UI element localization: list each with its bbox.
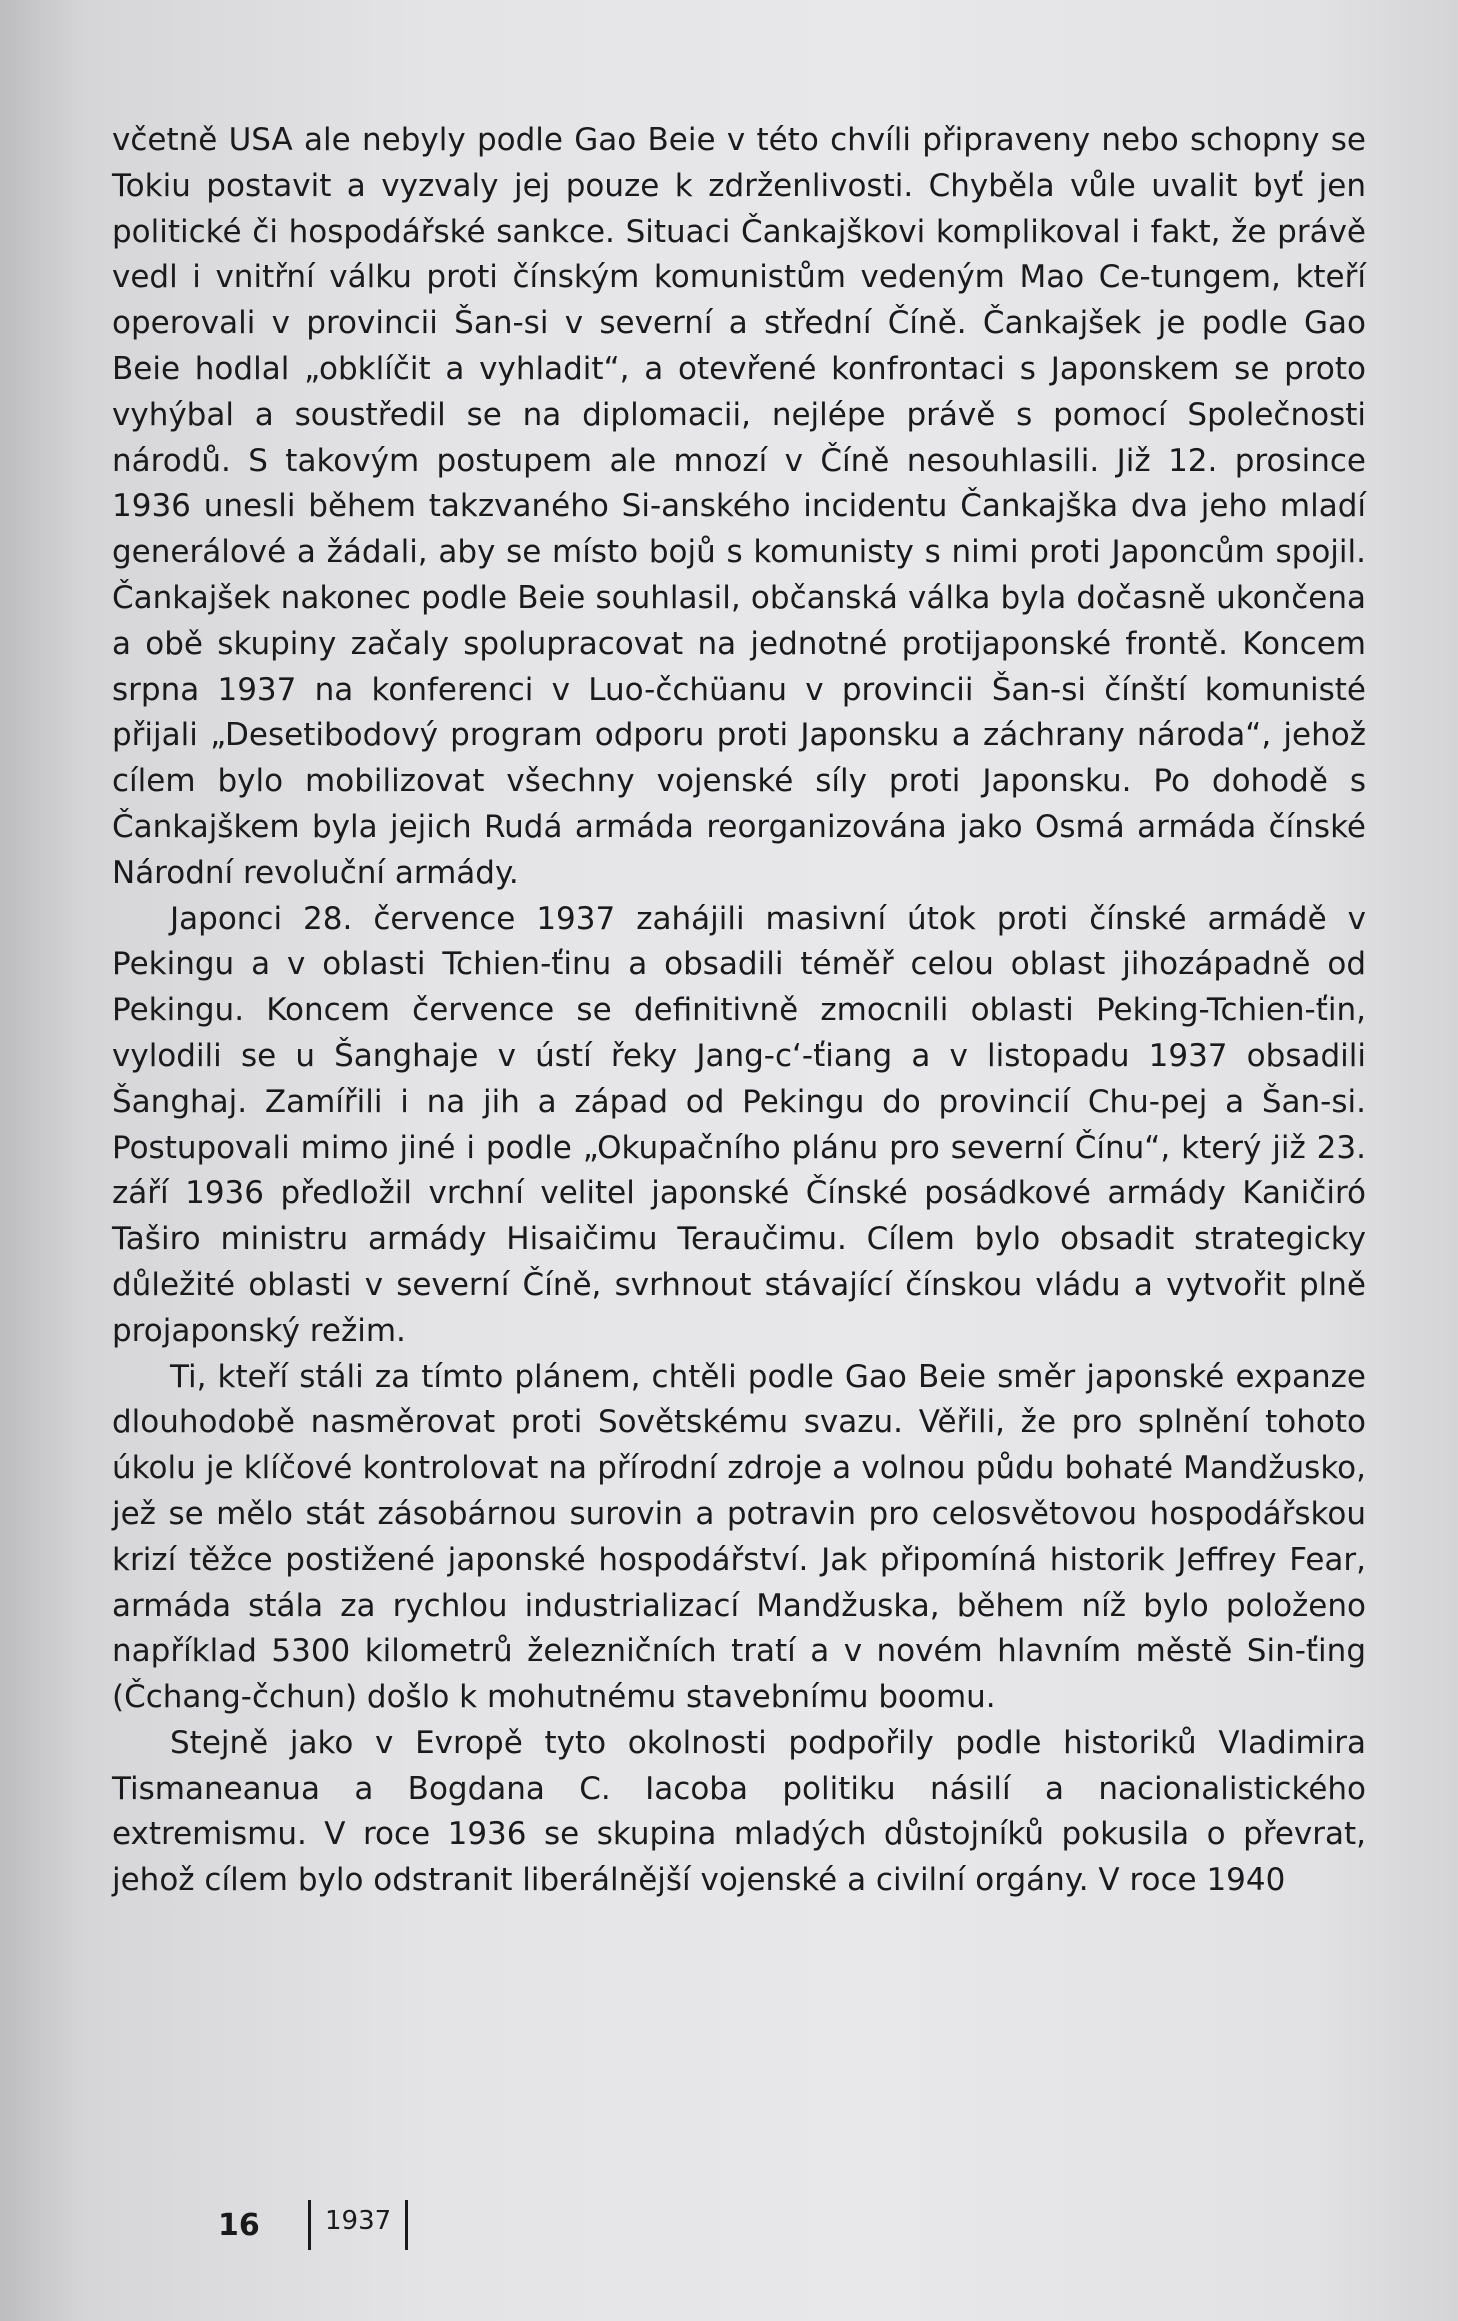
paragraph-2: Japonci 28. července 1937 zahájili masivní útok proti čínské armádě v Pekingu a v oblasti Tchien-ťinu a obsadili téměř celou oblast jihozápadně od Pekingu. Koncem července se definitivně zmocnili oblasti Peking-Tchien-ťin, vylodili se u Šanghaje v ústí řeky Jang-c‘-ťiang a v listopadu 1937 obsadili Šanghaj. Zamířili i na jih a západ od Pekingu do provincií Chu-pej a Šan-si. Postupovali mimo jiné i podle „Okupačního plánu pro severní Čínu“, který již 23. září 1936 předložil vrchní velitel japonské Čínské posádkové armády Kaničiró Taširo ministru armády Hisaičimu Teraučimu. Cílem bylo obsadit strategicky důležité oblasti v severní Číně, svrhnout stávající čínskou vládu a vytvořit plně projaponský režim. <box>112 900 1366 1349</box>
paragraph-1: včetně USA ale nebyly podle Gao Beie v této chvíli připraveny nebo schopny se Tokiu postavit a vyzvaly jej pouze k zdrženlivosti. Chyběla vůle uvalit byť jen politické či hospodářské sankce. Situaci Čankajškovi komplikoval i fakt, že právě vedl i vnitřní válku proti čínským komunistům vedeným Mao Ce-tungem, kteří operovali v provincii Šan-si v severní a střední Číně. Čankajšek je podle Gao Beie hodlal „obklíčit a vyhladit“, a otevřené konfrontaci s Japonskem se proto vyhýbal a soustředil se na diplomacii, nejlépe právě s pomocí Společnosti národů. S takovým postupem ale mnozí v Číně nesouhlasili. Již 12. prosince 1936 unesli během takzvaného Si-anského incidentu Čankajška dva jeho mladí generálové a žádali, aby se místo bojů s komunisty s nimi proti Japoncům spojil. Čankajšek nakonec podle Beie souhlasil, občanská válka byla dočasně ukončena a obě skupiny začaly spolupracovat na jednotné protijaponské frontě. Koncem srpna 1937 na konferenci v Luo-čchüanu v provincii Šan-si čínští komunisté přijali „Desetibodový program odporu proti Japonsku a záchrany národa“, jehož cílem bylo mobilizovat všechny vojenské síly proti Japonsku. Po dohodě s Čankajškem byla jejich Rudá armáda reorganizována jako Osmá armáda čínské Národní revoluční armády. <box>112 122 1366 891</box>
footer-divider-right <box>405 2200 408 2250</box>
page-number: 16 <box>218 2207 260 2243</box>
page-footer <box>218 2200 408 2250</box>
paragraph-4: Stejně jako v Evropě tyto okolnosti podpořily podle historiků Vladimira Tismaneanua a Bogdana C. Iacoba politiku násilí a nacionalistického extremismu. V roce 1936 se skupina mladých důstojníků pokusila o převrat, jehož cílem bylo odstranit liberálnější vojenské a civilní orgány. V roce 1940 <box>112 1724 1366 1899</box>
paragraph-3: Ti, kteří stáli za tímto plánem, chtěli podle Gao Beie směr japonské expanze dlouhodobě nasměrovat proti Sovětskému svazu. Věřili, že pro splnění tohoto úkolu je klíčové kontrolovat na přírodní zdroje a volnou půdu bohaté Mandžusko, jež se mělo stát zásobárnou surovin a potravin pro celosvětovou hospodářskou krizí těžce postižené japonské hospodářství. Jak připomíná historik Jeffrey Fear, armáda stála za rychlou industrializací Mandžuska, během níž bylo položeno například 5300 kilometrů železničních tratí a v novém hlavním městě Sin-ťing (Čchang-čchun) došlo k mohutnému stavebnímu boomu. <box>112 1358 1366 1716</box>
running-head: 1937 <box>325 2206 392 2236</box>
body-text <box>112 118 1366 1904</box>
